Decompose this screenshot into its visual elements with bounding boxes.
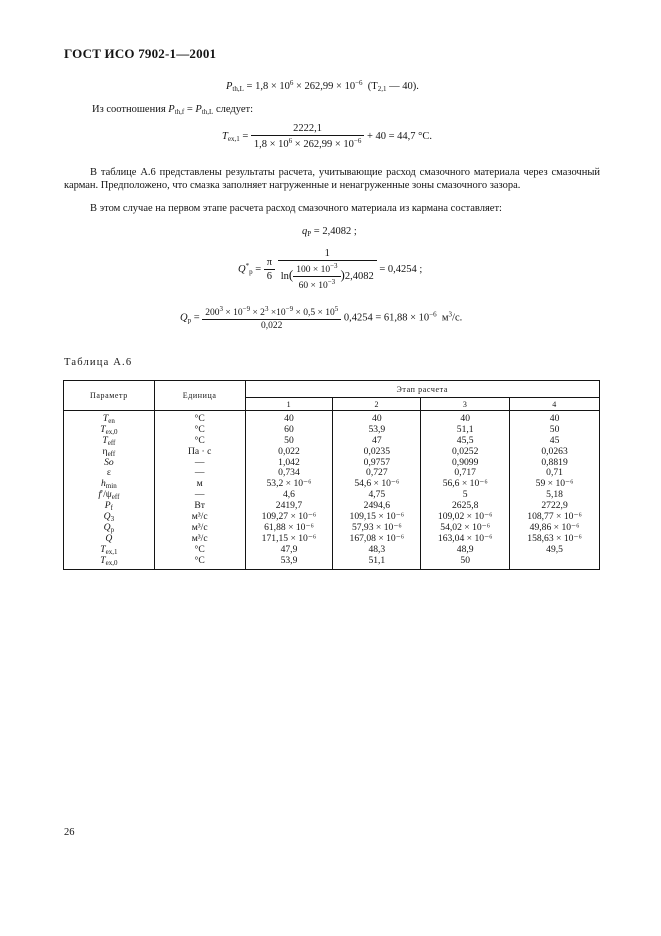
document-header: ГОСТ ИСО 7902-1—2001 [64,46,217,61]
unit: °C [194,434,205,446]
value: 51,1 [368,554,386,566]
value: 0,717 [454,467,476,479]
value: 0,9757 [363,456,391,468]
column-stage-3 [421,411,510,570]
value: 40 [549,413,560,424]
value: 54,02 × 10⁻⁶ [440,521,491,533]
value: 50 [460,554,470,566]
value: 158,63 × 10⁻⁶ [527,532,582,544]
table-title: Таблица А.6 [64,357,133,368]
unit: м³/с [191,511,208,523]
value: 53,9 [280,554,298,566]
unit: °C [194,413,205,424]
paragraph-table-description: В таблице А.6 представлены результаты расчета, учитывающие расход смазочного материала через смазочный карман. Предположено, что смазка заполняет нагруженные и ненагруженные зоны смазочного зазора. [64,167,600,192]
value: 60 [284,423,294,435]
value: 171,15 × 10⁻⁶ [261,532,317,544]
value: 4,75 [368,489,386,501]
unit: °C [194,423,205,435]
unit: Па · с [187,445,212,457]
param: So [104,456,114,468]
value: 167,08 × 10⁻⁶ [349,532,405,544]
value: 40 [284,413,294,424]
value: 0,0235 [363,445,391,457]
column-parameters [64,411,155,570]
equation-qp-result: $Q_p$ = $\frac{200^3 \times 10^{-9} \times 2^3 \times 10^{-9} \times 0,5 \times 10^5}{0,022}$ $0,4254 = 61,88 \times 10^{-6}$ $м^3/с$. [180,305,463,331]
value: 0,9099 [452,456,479,468]
value: 0,727 [366,467,388,479]
value: 57,93 × 10⁻⁶ [351,521,402,533]
value: 53,2 × 10⁻⁶ [266,478,312,490]
param: $P_f$ [104,500,113,513]
value: 45 [549,434,560,446]
value: 48,9 [456,543,474,555]
header-stage-2: 2 [333,398,421,411]
column-stage-4 [510,411,600,570]
header-stage-1: 1 [245,398,333,411]
header-stage: Этап расчета [245,381,599,398]
results-table [63,380,600,570]
equation-qp-star: $Q^*_p$ = $\frac{\pi}{6}$ 1 ln( $\frac{100 \times 10^{-3}}{60 \times 10^{-3}}$ )2,4082 = 0,4254 ; [238,248,423,291]
equation-pth-l: $P_{th,L} = 1,8 \times 10^6 \times 262,99 \times 10^{-6}$ ($T_{2,1}$ — 40). [226,79,419,93]
value: 45,5 [456,434,474,446]
equation-qp: $q_P = 2,4082$ ; [302,226,357,238]
value: 2625,8 [452,500,479,512]
value: 53,9 [368,423,386,435]
param: $T_{en}$ [102,413,115,425]
value: 2494,6 [363,500,391,512]
param: ε [106,467,111,479]
value: 5,18 [546,489,563,501]
param: $Q_3$ [103,511,115,524]
paragraph-first-stage: В этом случае на первом этапе расчета расход смазочного материала из кармана составляет: [90,203,502,214]
column-units [154,411,245,570]
value: 49,5 [546,543,563,555]
value: 0,71 [546,467,563,479]
unit: — [194,489,205,501]
value: 61,88 × 10⁻⁶ [264,521,314,533]
value: 2722,9 [541,500,568,512]
value: 109,02 × 10⁻⁶ [437,511,493,523]
value: 163,04 × 10⁻⁶ [437,532,493,544]
header-stage-3: 3 [421,398,510,411]
value: 0,0263 [541,445,568,457]
value: 0,734 [278,467,300,479]
page-number: 26 [64,827,75,838]
value: 0,8819 [541,456,568,468]
value: 108,77 × 10⁻⁶ [527,511,582,523]
unit: — [194,467,205,479]
value: 54,6 × 10⁻⁶ [354,478,400,490]
value: 48,3 [368,543,386,555]
header-unit: Единица [154,381,245,411]
value: 56,6 × 10⁻⁶ [442,478,488,490]
header-parameter: Параметр [64,381,155,411]
param: $f'/\psi_{eff}$ [98,489,120,502]
value: 0,022 [278,445,300,457]
value: 109,27 × 10⁻⁶ [261,511,317,523]
relation-line: Из соотношения $P_{th,f} = P_{th,L}$ следует: [92,104,253,116]
value: 5 [462,489,468,501]
value: 0,0252 [452,445,479,457]
value: 109,15 × 10⁻⁶ [349,511,405,523]
unit: °C [194,543,205,555]
unit: м [196,478,203,490]
equation-tex1: $T_{ex,1}$ = $\frac{2222,1}{1,8 \times 10^6 \times 262,99 \times 10^{-6}}$ + 40 = 44,7 °C. [222,123,433,150]
param: $h_{min}$ [101,478,117,491]
value: 40 [372,413,382,424]
unit: — [194,456,205,468]
value: 47,9 [280,543,298,555]
value: 2419,7 [275,500,303,512]
param: $\eta_{eff}$ [102,445,116,458]
value: 59 × 10⁻⁶ [535,478,574,490]
value: 51,1 [456,423,474,435]
value: 49,86 × 10⁻⁶ [529,521,580,533]
fraction: $\frac{2222,1}{1,8 \times 10^6 \times 262,99 \times 10^{-6}}$ [251,123,364,150]
column-stage-2 [333,411,421,570]
header-stage-4: 4 [510,398,600,411]
unit: м³/с [191,521,208,533]
param: Q [105,532,113,544]
value [510,556,599,567]
value: 1,042 [278,456,300,468]
column-stage-1 [245,411,333,570]
unit: м³/с [191,532,208,544]
param: $Q_p$ [103,521,115,534]
value: 50 [284,434,294,446]
param: $T_{ex,0}$ [100,554,118,567]
unit: Вт [194,500,205,512]
value: 50 [549,423,560,435]
param: $T_{ex,1}$ [100,543,118,556]
value: 47 [372,434,382,446]
param: $T_{eff}$ [102,434,116,447]
unit: °C [194,554,205,566]
value: 4,6 [282,489,295,501]
value: 40 [460,413,470,424]
param: $T_{ex,0}$ [100,423,118,436]
